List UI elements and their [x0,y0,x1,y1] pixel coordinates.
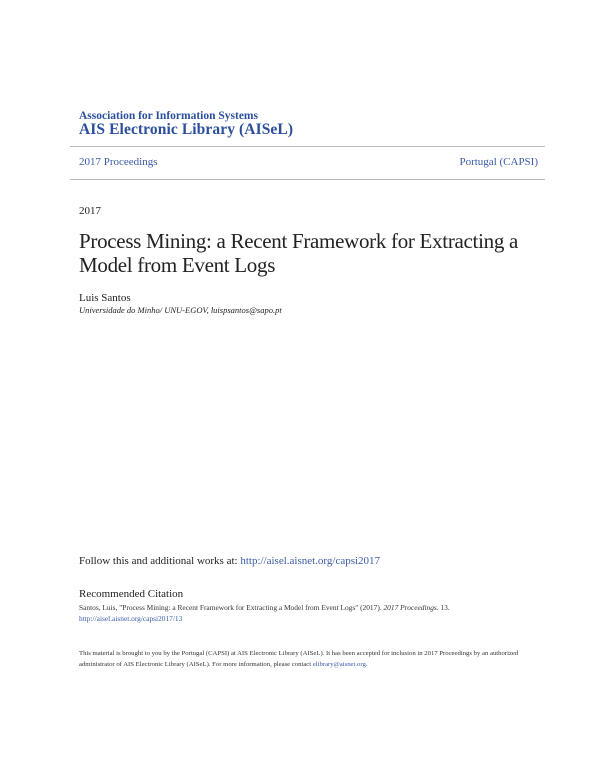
footer-end: . [365,661,368,668]
footer-notice [79,648,539,670]
collection-link[interactable]: http://aisel.aisnet.org/capsi2017 [240,555,381,567]
author-affiliation: Universidade do Minho/ UNU-EGOV, luispsantos@sapo.pt [79,305,282,315]
citation-text: Santos, Luis, "Process Mining: a Recent Framework for Extracting a Model from Event Logs" (2017). [79,603,384,612]
author-name: Luis Santos [79,292,131,304]
contact-email-link[interactable]: elibrary@aisnet.org [312,661,366,668]
organization-name[interactable]: Association for Information Systems [79,110,258,122]
proceedings-link[interactable]: 2017 Proceedings [79,156,158,168]
divider-top [70,146,545,147]
follow-text: Follow this and additional works at: [79,555,241,567]
capsi-link[interactable]: Portugal (CAPSI) [459,156,538,168]
divider-bottom [70,179,545,180]
footer-text: This material is brought to you by the Portugal (CAPSI) at AIS Electronic Library (AISeL). It has been accepted for inclusion in 2017 Proceedings by an authorized administrator of AIS Electronic Library (AISeL). For more information, please contact [79,650,519,668]
citation-end: . 13. [436,603,450,612]
citation-block [79,602,519,624]
citation-link[interactable]: http://aisel.aisnet.org/capsi2017/13 [79,614,183,623]
library-name[interactable]: AIS Electronic Library (AISeL) [79,121,294,138]
citation-proceedings: 2017 Proceedings [383,603,437,612]
paper-year: 2017 [79,205,101,217]
follow-line [79,555,380,567]
paper-title: Process Mining: a Recent Framework for Extracting a Model from Event Logs [79,229,518,277]
recommended-citation-heading: Recommended Citation [79,588,184,600]
